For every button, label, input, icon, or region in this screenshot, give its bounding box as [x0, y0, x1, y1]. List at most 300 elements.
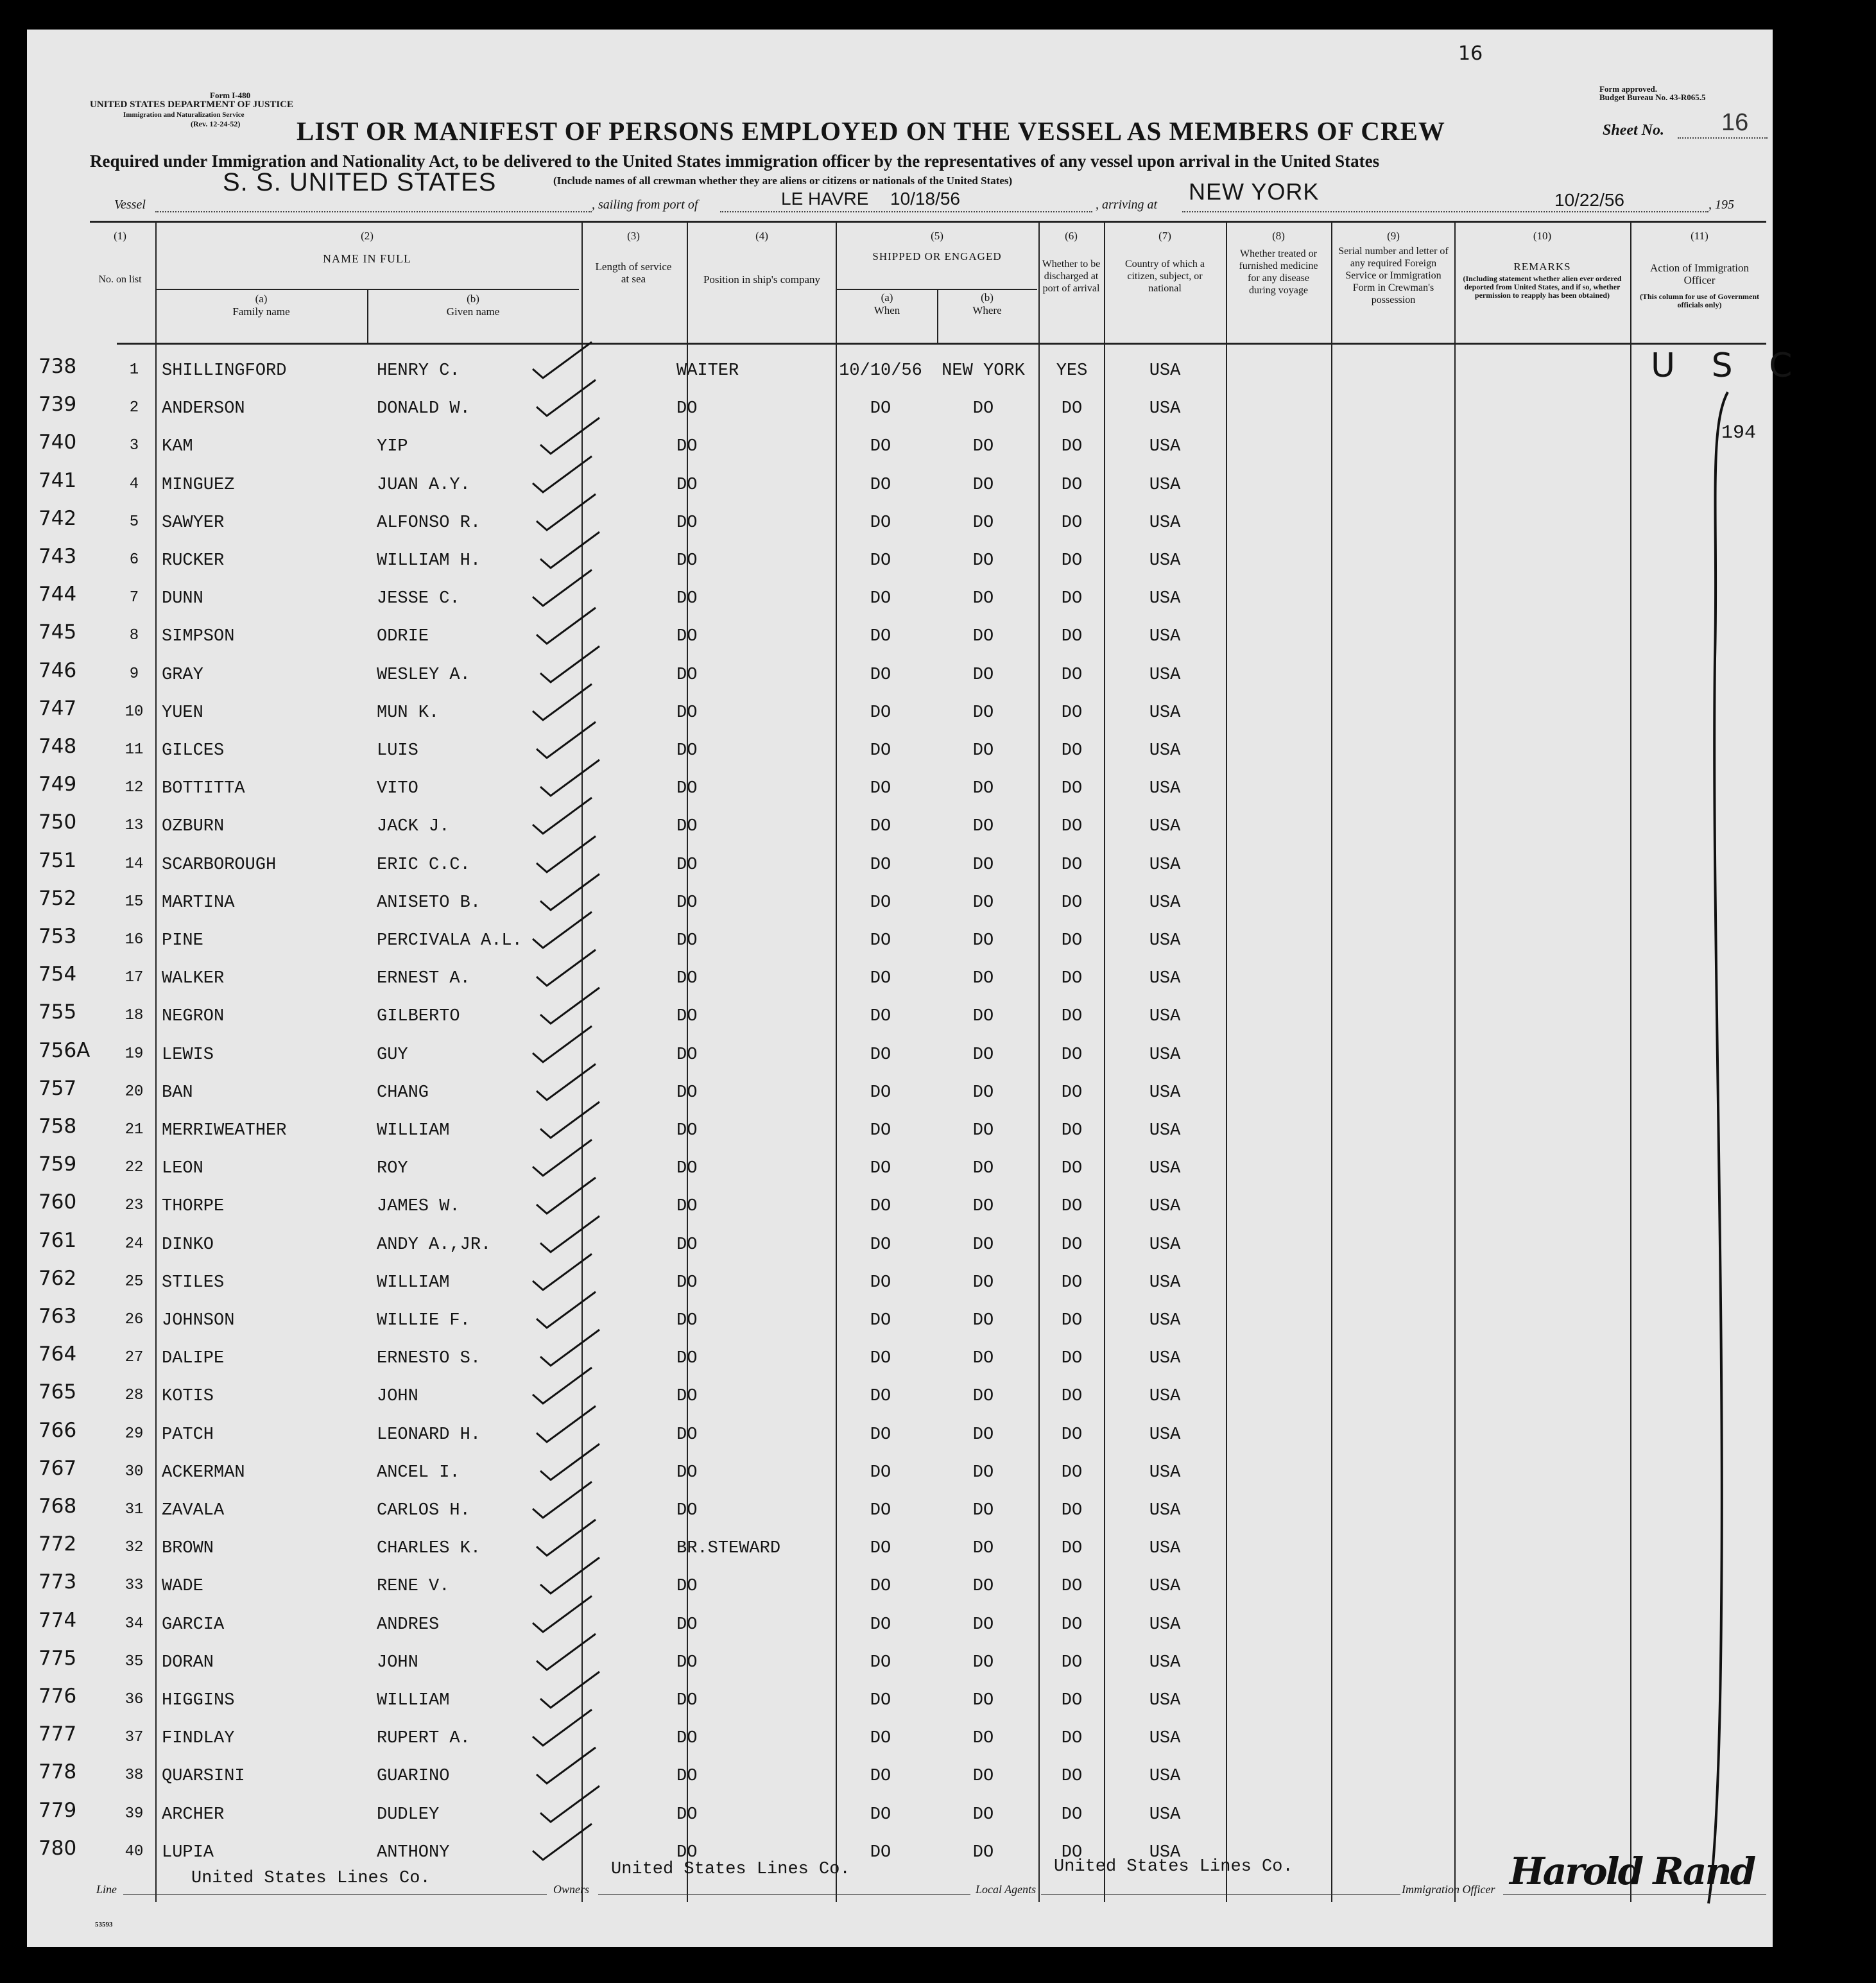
country-cell: USA — [1149, 399, 1181, 419]
given-name-cell: ANDRES — [377, 1615, 440, 1635]
shipped-where-cell: NEW YORK — [942, 361, 1025, 381]
col11-note: (This column for use of Government officials only) — [1639, 292, 1760, 309]
table-row — [27, 1791, 1773, 1829]
shipped-where-cell: DO — [972, 1691, 994, 1710]
shipped-when-cell: DO — [870, 1045, 891, 1065]
row-number: 25 — [125, 1273, 144, 1291]
shipped-when-cell: DO — [870, 1349, 891, 1369]
position-cell: DO — [676, 1463, 698, 1482]
row-reference-number: 759 — [39, 1153, 77, 1176]
col7-number: (7) — [1158, 230, 1171, 242]
discharged-cell: DO — [1061, 437, 1083, 457]
table-row — [27, 651, 1773, 689]
discharged-cell: DO — [1061, 1235, 1083, 1255]
position-cell: DO — [676, 1121, 698, 1140]
given-name-cell: JESSE C. — [377, 589, 460, 609]
family-name-cell: LUPIA — [162, 1842, 214, 1862]
given-name-cell: CARLOS H. — [377, 1501, 470, 1520]
discharged-cell: DO — [1061, 1273, 1083, 1292]
shipped-when-cell: DO — [870, 1083, 891, 1103]
table-row — [27, 1715, 1773, 1753]
family-name-cell: BAN — [162, 1083, 193, 1103]
shipped-when-cell: DO — [870, 1767, 891, 1787]
row-reference-number: 751 — [39, 848, 77, 872]
country-cell: USA — [1149, 1197, 1181, 1217]
footer-owners-label: Owners — [553, 1883, 590, 1896]
country-cell: USA — [1149, 589, 1181, 609]
budget-bureau-number: Budget Bureau No. 43-R065.5 — [1599, 92, 1706, 102]
position-cell: DO — [676, 1652, 698, 1672]
shipped-when-cell: DO — [870, 1577, 891, 1597]
discharged-cell: DO — [1061, 665, 1083, 685]
shipped-where-cell: DO — [972, 475, 994, 495]
shipped-when-cell: DO — [870, 1007, 891, 1027]
row-number: 14 — [125, 855, 144, 873]
family-name-cell: NEGRON — [162, 1007, 225, 1027]
country-cell: USA — [1149, 931, 1181, 950]
given-name-cell: ODRIE — [377, 627, 429, 647]
row-reference-number: 754 — [39, 963, 77, 986]
country-cell: USA — [1149, 1387, 1181, 1407]
family-name-cell: GRAY — [162, 665, 203, 685]
shipped-when-cell: DO — [870, 1729, 891, 1749]
shipped-where-cell: DO — [972, 1539, 994, 1559]
col11-header: Action of Immigration Officer — [1650, 262, 1749, 286]
officer-signature: Harold Rand — [1510, 1850, 1755, 1893]
table-row — [27, 1183, 1773, 1221]
discharged-cell: DO — [1061, 931, 1083, 950]
col2b-header: Given name — [446, 305, 500, 318]
country-cell: USA — [1149, 1425, 1181, 1445]
row-reference-number: 777 — [39, 1722, 77, 1746]
given-name-cell: CHANG — [377, 1083, 429, 1103]
country-cell: USA — [1149, 855, 1181, 875]
row-reference-number: 743 — [39, 545, 77, 568]
country-cell: USA — [1149, 1842, 1181, 1862]
shipped-where-cell: DO — [972, 399, 994, 419]
country-cell: USA — [1149, 1083, 1181, 1103]
page-title: LIST OR MANIFEST OF PERSONS EMPLOYED ON THE VESSEL AS MEMBERS OF CREW — [297, 116, 1445, 146]
shipped-where-cell: DO — [972, 1007, 994, 1027]
shipped-where-cell: DO — [972, 703, 994, 723]
family-name-cell: SHILLINGFORD — [162, 361, 287, 381]
discharged-cell: DO — [1061, 817, 1083, 837]
shipped-when-cell: DO — [870, 817, 891, 837]
position-cell: DO — [676, 1235, 698, 1255]
table-row — [27, 689, 1773, 727]
given-name-cell: GUY — [377, 1045, 408, 1065]
given-name-cell: RENE V. — [377, 1577, 450, 1597]
family-name-cell: LEON — [162, 1159, 203, 1179]
col9-header: Serial number and letter of any required Foreign Service or Immigration Form in Crewman's possession — [1338, 246, 1449, 305]
family-name-cell: WADE — [162, 1577, 203, 1597]
row-number: 1 — [129, 361, 139, 379]
shipped-when-cell: DO — [870, 779, 891, 799]
table-row — [27, 1373, 1773, 1411]
discharged-cell: DO — [1061, 1083, 1083, 1103]
country-cell: USA — [1149, 1121, 1181, 1140]
col5-number: (5) — [931, 230, 943, 242]
row-number: 21 — [125, 1121, 144, 1138]
row-reference-number: 776 — [39, 1685, 77, 1708]
row-number: 22 — [125, 1159, 144, 1177]
shipped-when-cell: DO — [870, 1121, 891, 1140]
shipped-where-cell: DO — [972, 1577, 994, 1597]
vessel-label: Vessel — [114, 198, 146, 212]
position-cell: DO — [676, 1159, 698, 1179]
position-cell: DO — [676, 779, 698, 799]
shipped-where-cell: DO — [972, 1729, 994, 1749]
row-reference-number: 767 — [39, 1456, 77, 1480]
country-cell: USA — [1149, 1045, 1181, 1065]
discharged-cell: DO — [1061, 1842, 1083, 1862]
shipped-when-cell: DO — [870, 1311, 891, 1330]
country-cell: USA — [1149, 1767, 1181, 1787]
date-from: 10/18/56 — [890, 189, 960, 209]
position-cell: DO — [676, 1691, 698, 1710]
row-number: 3 — [129, 437, 139, 455]
shipped-where-cell: DO — [972, 1197, 994, 1217]
row-reference-number: 764 — [39, 1343, 77, 1366]
table-row — [27, 1411, 1773, 1449]
table-row — [27, 1677, 1773, 1715]
table-row — [27, 1145, 1773, 1183]
given-name-cell: JOHN — [377, 1652, 418, 1672]
col8-header: Whether treated or furnished medicine for any disease during voyage — [1239, 248, 1318, 296]
position-cell: DO — [676, 1577, 698, 1597]
position-cell: DO — [676, 1805, 698, 1824]
position-cell: DO — [676, 1311, 698, 1330]
shipped-when-cell: DO — [870, 513, 891, 533]
shipped-where-cell: DO — [972, 1311, 994, 1330]
shipped-when-cell: DO — [870, 1539, 891, 1559]
discharged-cell: DO — [1061, 1463, 1083, 1482]
family-name-cell: STILES — [162, 1273, 225, 1292]
family-name-cell: GARCIA — [162, 1615, 225, 1635]
family-name-cell: PINE — [162, 931, 203, 950]
shipped-where-cell: DO — [972, 1767, 994, 1787]
discharged-cell: DO — [1061, 1615, 1083, 1635]
country-cell: USA — [1149, 1311, 1181, 1330]
shipped-where-cell: DO — [972, 855, 994, 875]
footer-line-value: United States Lines Co. — [191, 1869, 431, 1888]
country-cell: USA — [1149, 779, 1181, 799]
table-row — [27, 385, 1773, 423]
family-name-cell: ARCHER — [162, 1805, 225, 1824]
shipped-where-cell: DO — [972, 1349, 994, 1369]
country-cell: USA — [1149, 1349, 1181, 1369]
sheet-label: Sheet No. — [1603, 122, 1664, 139]
shipped-where-cell: DO — [972, 1615, 994, 1635]
position-cell: DO — [676, 1273, 698, 1292]
discharged-cell: DO — [1061, 513, 1083, 533]
footer-agents-value: United States Lines Co. — [1054, 1857, 1293, 1876]
shipped-where-cell: DO — [972, 627, 994, 647]
year-suffix: , 195 — [1708, 198, 1734, 212]
shipped-where-cell: DO — [972, 1235, 994, 1255]
given-name-cell: ANISETO B. — [377, 893, 481, 913]
country-cell: USA — [1149, 513, 1181, 533]
family-name-cell: SIMPSON — [162, 627, 235, 647]
given-name-cell: CHARLES K. — [377, 1539, 481, 1559]
row-number: 7 — [129, 589, 139, 607]
given-name-cell: GILBERTO — [377, 1007, 460, 1027]
row-number: 10 — [125, 703, 144, 721]
family-name-cell: LEWIS — [162, 1045, 214, 1065]
shipped-when-cell: DO — [870, 969, 891, 989]
col5b-header: Where — [972, 304, 1002, 316]
table-row — [27, 1487, 1773, 1525]
table-row — [27, 537, 1773, 575]
row-reference-number: 739 — [39, 393, 77, 416]
given-name-cell: WILLIE F. — [377, 1311, 470, 1330]
family-name-cell: FINDLAY — [162, 1729, 235, 1749]
family-name-cell: YUEN — [162, 703, 203, 723]
position-cell: DO — [676, 1083, 698, 1103]
row-number: 6 — [129, 551, 139, 569]
shipped-where-cell: DO — [972, 513, 994, 533]
table-row — [27, 613, 1773, 651]
row-number: 32 — [125, 1539, 144, 1557]
row-reference-number: 744 — [39, 583, 77, 606]
shipped-when-cell: DO — [870, 437, 891, 457]
table-row — [27, 917, 1773, 955]
row-number: 9 — [129, 665, 139, 683]
discharged-cell: DO — [1061, 893, 1083, 913]
row-number: 40 — [125, 1842, 144, 1860]
shipped-where-cell: DO — [972, 969, 994, 989]
col5a-header: When — [873, 304, 900, 316]
table-row — [27, 461, 1773, 499]
row-reference-number: 772 — [39, 1532, 77, 1556]
country-cell: USA — [1149, 1463, 1181, 1482]
shipped-when-cell: DO — [870, 1273, 891, 1292]
position-cell: DO — [676, 1349, 698, 1369]
family-name-cell: SCARBOROUGH — [162, 855, 277, 875]
shipped-when-cell: DO — [870, 1691, 891, 1710]
col4-header: Position in ship's company — [703, 273, 821, 286]
table-row — [27, 1639, 1773, 1677]
port-from: LE HAVRE — [781, 189, 869, 209]
table-row — [27, 1449, 1773, 1487]
row-number: 19 — [125, 1045, 144, 1063]
given-name-cell: WILLIAM — [377, 1273, 450, 1292]
given-name-cell: VITO — [377, 779, 418, 799]
position-cell: DO — [676, 931, 698, 950]
corner-mark: 16 — [1458, 42, 1483, 65]
family-name-cell: GILCES — [162, 741, 225, 760]
discharged-cell: DO — [1061, 1805, 1083, 1824]
position-cell: DO — [676, 1729, 698, 1749]
country-cell: USA — [1149, 1805, 1181, 1824]
table-row — [27, 1259, 1773, 1297]
family-name-cell: DORAN — [162, 1652, 214, 1672]
country-cell: USA — [1149, 475, 1181, 495]
row-number: 33 — [125, 1577, 144, 1595]
discharged-cell: DO — [1061, 1045, 1083, 1065]
family-name-cell: JOHNSON — [162, 1311, 235, 1330]
given-name-cell: ERNEST A. — [377, 969, 470, 989]
row-reference-number: 768 — [39, 1495, 77, 1518]
given-name-cell: MUN K. — [377, 703, 440, 723]
discharged-cell: DO — [1061, 1767, 1083, 1787]
family-name-cell: THORPE — [162, 1197, 225, 1217]
shipped-where-cell: DO — [972, 1425, 994, 1445]
country-cell: USA — [1149, 1615, 1181, 1635]
position-cell: DO — [676, 1007, 698, 1027]
shipped-where-cell: DO — [972, 931, 994, 950]
country-cell: USA — [1149, 703, 1181, 723]
col6-number: (6) — [1065, 230, 1078, 242]
form-revision: (Rev. 12-24-52) — [191, 119, 241, 128]
row-reference-number: 741 — [39, 468, 77, 492]
position-cell: WAITER — [676, 361, 739, 381]
position-cell: DO — [676, 741, 698, 760]
position-cell: DO — [676, 475, 698, 495]
discharged-cell: DO — [1061, 1425, 1083, 1445]
given-name-cell: RUPERT A. — [377, 1729, 470, 1749]
family-name-cell: DALIPE — [162, 1349, 225, 1369]
col5a-number: (a) — [881, 291, 893, 304]
position-cell: BR.STEWARD — [676, 1539, 781, 1559]
position-cell: DO — [676, 1387, 698, 1407]
shipped-when-cell: DO — [870, 627, 891, 647]
given-name-cell: LEONARD H. — [377, 1425, 481, 1445]
row-reference-number: 756A — [39, 1038, 90, 1062]
discharged-cell: DO — [1061, 969, 1083, 989]
shipped-where-cell: DO — [972, 1083, 994, 1103]
country-cell: USA — [1149, 627, 1181, 647]
col2-header: NAME IN FULL — [323, 252, 411, 265]
position-cell: DO — [676, 589, 698, 609]
table-row — [27, 765, 1773, 803]
row-reference-number: 757 — [39, 1076, 77, 1100]
shipped-when-cell: DO — [870, 741, 891, 760]
col3-header: Length of service at sea — [595, 261, 672, 285]
row-reference-number: 745 — [39, 621, 77, 644]
arriving-label: , arriving at — [1096, 198, 1158, 212]
country-cell: USA — [1149, 1273, 1181, 1292]
shipped-when-cell: DO — [870, 1652, 891, 1672]
col2-number: (2) — [361, 230, 374, 242]
table-row — [27, 803, 1773, 841]
family-name-cell: MINGUEZ — [162, 475, 235, 495]
col11-number: (11) — [1691, 230, 1708, 242]
family-name-cell: HIGGINS — [162, 1691, 235, 1710]
given-name-cell: YIP — [377, 437, 408, 457]
shipped-where-cell: DO — [972, 1045, 994, 1065]
shipped-where-cell: DO — [972, 437, 994, 457]
shipped-where-cell: DO — [972, 589, 994, 609]
row-reference-number: 746 — [39, 658, 77, 682]
country-cell: USA — [1149, 1539, 1181, 1559]
given-name-cell: GUARINO — [377, 1767, 450, 1787]
given-name-cell: ERIC C.C. — [377, 855, 470, 875]
country-cell: USA — [1149, 1007, 1181, 1027]
col2a-header: Family name — [232, 305, 290, 318]
shipped-when-cell: DO — [870, 551, 891, 571]
row-number: 26 — [125, 1311, 144, 1328]
service-name: Immigration and Naturalization Service — [123, 111, 245, 119]
shipped-where-cell: DO — [972, 1501, 994, 1520]
discharged-cell: DO — [1061, 703, 1083, 723]
table-row — [27, 1525, 1773, 1563]
row-reference-number: 755 — [39, 1000, 77, 1024]
discharged-cell: DO — [1061, 589, 1083, 609]
shipped-where-cell: DO — [972, 1387, 994, 1407]
row-reference-number: 763 — [39, 1305, 77, 1328]
family-name-cell: BROWN — [162, 1539, 214, 1559]
row-number: 28 — [125, 1387, 144, 1405]
family-name-cell: MARTINA — [162, 893, 235, 913]
given-name-cell: JUAN A.Y. — [377, 475, 470, 495]
position-cell: DO — [676, 1842, 698, 1862]
discharged-cell: DO — [1061, 1007, 1083, 1027]
col2a-number: (a) — [255, 293, 268, 305]
family-name-cell: KOTIS — [162, 1387, 214, 1407]
shipped-when-cell: 10/10/56 — [839, 361, 922, 381]
row-reference-number: 750 — [39, 811, 77, 834]
position-cell: DO — [676, 437, 698, 457]
row-reference-number: 740 — [39, 431, 77, 454]
department-name: UNITED STATES DEPARTMENT OF JUSTICE — [90, 99, 294, 110]
row-number: 15 — [125, 893, 144, 911]
row-number: 35 — [125, 1652, 144, 1670]
table-row — [27, 841, 1773, 879]
shipped-where-cell: DO — [972, 1273, 994, 1292]
shipped-where-cell: DO — [972, 665, 994, 685]
port-to: NEW YORK — [1189, 178, 1320, 205]
row-number: 11 — [125, 741, 144, 759]
shipped-where-cell: DO — [972, 1159, 994, 1179]
shipped-when-cell: DO — [870, 475, 891, 495]
discharged-cell: YES — [1056, 361, 1088, 381]
row-number: 12 — [125, 779, 144, 797]
country-cell: USA — [1149, 1691, 1181, 1710]
position-cell: DO — [676, 703, 698, 723]
row-number: 36 — [125, 1691, 144, 1708]
table-row — [27, 879, 1773, 917]
shipped-where-cell: DO — [972, 893, 994, 913]
shipped-when-cell: DO — [870, 1159, 891, 1179]
row-reference-number: 775 — [39, 1646, 77, 1670]
check-mark-icon — [528, 1820, 605, 1865]
footer-owners-value: United States Lines Co. — [611, 1860, 850, 1879]
family-name-cell: PATCH — [162, 1425, 214, 1445]
row-number: 38 — [125, 1767, 144, 1785]
manifest-sheet — [27, 30, 1805, 1947]
discharged-cell: DO — [1061, 1652, 1083, 1672]
family-name-cell: ACKERMAN — [162, 1463, 245, 1482]
row-number: 16 — [125, 931, 144, 949]
discharged-cell: DO — [1061, 1577, 1083, 1597]
row-number: 17 — [125, 969, 144, 987]
discharged-cell: DO — [1061, 779, 1083, 799]
vessel-name: S. S. UNITED STATES — [223, 168, 497, 196]
given-name-cell: DONALD W. — [377, 399, 470, 419]
country-cell: USA — [1149, 1235, 1181, 1255]
family-name-cell: BOTTITTA — [162, 779, 245, 799]
family-name-cell: DINKO — [162, 1235, 214, 1255]
table-row — [27, 1069, 1773, 1107]
shipped-when-cell: DO — [870, 399, 891, 419]
shipped-when-cell: DO — [870, 931, 891, 950]
shipped-when-cell: DO — [870, 893, 891, 913]
table-row — [27, 1563, 1773, 1601]
country-cell: USA — [1149, 361, 1181, 381]
row-reference-number: 773 — [39, 1570, 77, 1594]
given-name-cell: JAMES W. — [377, 1197, 460, 1217]
